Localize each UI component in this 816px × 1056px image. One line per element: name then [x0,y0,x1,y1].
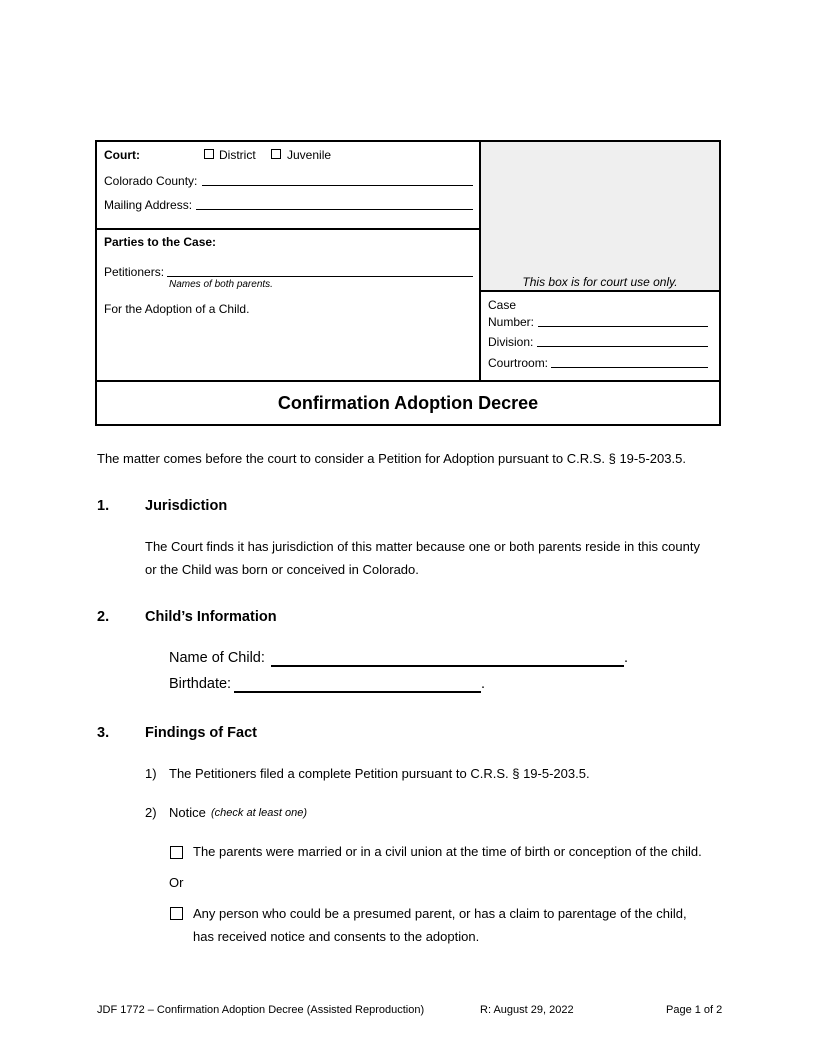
child-name-field[interactable] [271,665,624,667]
section-2-number: 2. [97,609,110,625]
or-text: Or [169,875,184,890]
married-checkbox[interactable] [170,846,183,859]
case-number-field[interactable] [538,326,708,327]
birthdate-label: Birthdate: [169,676,232,692]
county-field[interactable] [202,185,473,186]
jurisdiction-text-line1: The Court finds it has jurisdiction of this matter because one or both parents reside in this county [145,539,700,554]
jurisdiction-text-line2: or the Child was born or conceived in Colorado. [145,562,419,577]
parties-label: Parties to the Case: [104,235,217,249]
section-3-heading: Findings of Fact [145,725,257,741]
juvenile-checkbox[interactable] [271,149,281,159]
finding-1-text: The Petitioners filed a complete Petition pursuant to C.R.S. § 19-5-203.5. [169,766,590,781]
presumed-parent-text-line1: Any person who could be a presumed parent, or has a claim to parentage of the child, [193,906,687,921]
mailing-address-field[interactable] [196,209,473,210]
section-1-number: 1. [97,498,110,514]
caption-divider-left [97,228,479,230]
courtroom-label: Courtroom: [488,356,549,370]
child-name-period: . [624,650,629,666]
mailing-address-label: Mailing Address: [104,198,193,212]
petitioners-label: Petitioners: [104,265,165,279]
petitioners-field[interactable] [167,276,473,277]
courtroom-field[interactable] [551,367,708,368]
caption-divider-vertical [479,142,481,380]
section-2-heading: Child’s Information [145,609,277,625]
finding-1-number: 1) [145,766,157,781]
court-use-note: This box is for court use only. [522,275,678,289]
court-label: Court: [104,148,140,162]
division-label: Division: [488,335,534,349]
caption-divider-right [481,290,719,292]
county-label: Colorado County: [104,174,198,188]
notice-label: Notice [169,805,206,820]
child-name-label: Name of Child: [169,650,265,666]
section-1-heading: Jurisdiction [145,498,228,514]
birthdate-period: . [481,676,486,692]
presumed-parent-text-line2: has received notice and consents to the adoption. [193,929,480,944]
adoption-text: For the Adoption of a Child. [104,302,250,316]
petitioners-hint: Names of both parents. [169,279,273,290]
section-3-number: 3. [97,725,110,741]
intro-text: The matter comes before the court to consider a Petition for Adoption pursuant to C.R.S. § 19-5-203.5. [97,451,686,466]
juvenile-label: Juvenile [287,148,332,162]
court-use-box [481,142,719,291]
district-label: District [219,148,256,162]
document-title: Confirmation Adoption Decree [95,380,721,426]
notice-hint: (check at least one) [211,807,307,819]
birthdate-field[interactable] [234,691,481,693]
division-field[interactable] [537,346,708,347]
footer-form-id: JDF 1772 – Confirmation Adoption Decree (Assisted Reproduction) [97,1004,425,1016]
finding-2-number: 2) [145,805,157,820]
presumed-parent-checkbox[interactable] [170,907,183,920]
footer-revision: R: August 29, 2022 [480,1004,574,1016]
case-number-label: Number: [488,315,535,329]
district-checkbox[interactable] [204,149,214,159]
case-label: Case [488,298,517,312]
footer-page-number: Page 1 of 2 [666,1004,723,1016]
married-option-text: The parents were married or in a civil union at the time of birth or conception of the child. [193,844,702,859]
